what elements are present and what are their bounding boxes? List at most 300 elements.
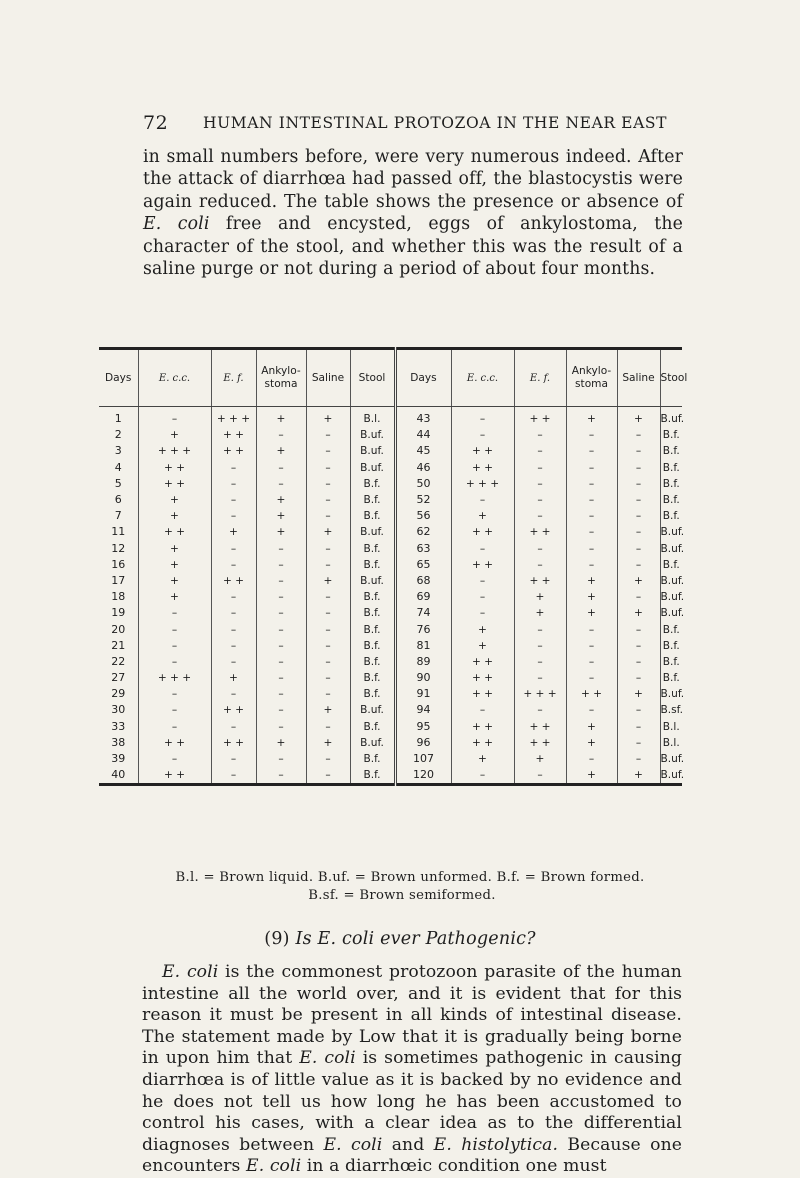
- body-italic: E. coli: [246, 1156, 302, 1177]
- table-row: [99, 719, 682, 735]
- cell-ecc: –: [451, 573, 514, 589]
- cell-ankylostoma: –: [256, 605, 306, 621]
- cell-saline: –: [306, 589, 350, 605]
- cell-stool: B.uf.: [660, 688, 685, 701]
- body-paragraph: [142, 962, 682, 1178]
- cell-ecc: –: [451, 702, 514, 718]
- cell-days: 5: [99, 476, 138, 492]
- cell-ecc: –: [138, 686, 211, 702]
- cell-stool: B.uf.: [350, 702, 395, 718]
- cell-ecc: –: [451, 767, 514, 785]
- cell-ankylostoma: +: [256, 524, 306, 540]
- cell-days: 56: [395, 508, 451, 524]
- cell-days: 94: [395, 702, 451, 718]
- cell-saline: –: [306, 508, 350, 524]
- cell-stool: B.f.: [662, 477, 680, 490]
- cell-stool: B.uf.: [350, 460, 395, 476]
- cell-stool: B.f.: [350, 605, 395, 621]
- col-header-ankylostoma: [566, 349, 617, 407]
- col-header-stool: Stool: [660, 349, 682, 407]
- table-row: [99, 686, 682, 702]
- cell-ef: +: [211, 524, 256, 540]
- cell-ankylostoma: –: [256, 686, 306, 702]
- cell-days: 4: [99, 460, 138, 476]
- cell-ef: –: [211, 638, 256, 654]
- cell-ankylostoma: +: [256, 492, 306, 508]
- cell-saline: –: [617, 719, 660, 735]
- cell-saline: –: [306, 638, 350, 654]
- cell-stool: B.f.: [662, 639, 680, 652]
- cell-ef: –: [211, 751, 256, 767]
- table-row: [99, 638, 682, 654]
- cell-saline: –: [617, 508, 660, 524]
- cell-ef: –: [514, 427, 566, 443]
- cell-ankylostoma: –: [256, 702, 306, 718]
- intro-text-end: free and encysted, eggs of ankylostoma, the character of the stool, and whether this was the result of a saline purge or not during a period of about four months.: [143, 214, 684, 280]
- cell-ankylostoma: –: [256, 638, 306, 654]
- cell-ef: –: [211, 460, 256, 476]
- cell-saline: –: [306, 719, 350, 735]
- cell-stool: B.f.: [662, 429, 680, 442]
- cell-ankylostoma: + +: [566, 686, 617, 702]
- cell-stool: B.l.: [662, 720, 680, 733]
- cell-saline: +: [617, 767, 660, 785]
- cell-stool: B.uf.: [350, 427, 395, 443]
- table-row: [99, 476, 682, 492]
- cell-ankylostoma: –: [566, 476, 617, 492]
- cell-days: 69: [395, 589, 451, 605]
- cell-saline: –: [617, 524, 660, 540]
- cell-stool: B.f.: [350, 719, 395, 735]
- cell-saline: –: [306, 751, 350, 767]
- data-table-wrapper: [99, 347, 688, 786]
- cell-ef: –: [514, 621, 566, 637]
- cell-stool: B.uf.: [660, 591, 685, 604]
- cell-saline: –: [617, 702, 660, 718]
- cell-ankylostoma: –: [256, 557, 306, 573]
- table-row: [99, 735, 682, 751]
- section-title: Is E. coli ever Pathogenic?: [295, 929, 536, 949]
- cell-ef: +: [514, 605, 566, 621]
- cell-ef: –: [514, 767, 566, 785]
- cell-ef: + + +: [211, 407, 256, 428]
- cell-ecc: + +: [138, 524, 211, 540]
- cell-stool: B.f.: [662, 655, 680, 668]
- cell-saline: –: [306, 654, 350, 670]
- cell-ef: –: [211, 476, 256, 492]
- cell-ankylostoma: –: [566, 524, 617, 540]
- body-text: is sometimes pathogenic in causing diarrhœa is of little value as it is backed by no evidence and he does not tell us how long he has been accustomed to control his cases, with a clear idea as to the differential diagnoses between: [142, 1048, 682, 1155]
- cell-ankylostoma: –: [566, 557, 617, 573]
- cell-saline: +: [306, 524, 350, 540]
- cell-saline: –: [306, 460, 350, 476]
- cell-ef: –: [211, 492, 256, 508]
- cell-ankylostoma: –: [566, 460, 617, 476]
- cell-days: 18: [99, 589, 138, 605]
- table-row: [99, 524, 682, 540]
- table-row: [99, 621, 682, 637]
- cell-saline: +: [306, 702, 350, 718]
- cell-ef: –: [514, 508, 566, 524]
- cell-saline: –: [306, 443, 350, 459]
- cell-saline: +: [306, 735, 350, 751]
- cell-ankylostoma: –: [566, 751, 617, 767]
- table-row: [99, 541, 682, 557]
- cell-stool: B.sf.: [660, 704, 683, 717]
- cell-days: 1: [99, 407, 138, 428]
- body-text: in a diarrhœic condition one must: [301, 1156, 607, 1177]
- table-row: [99, 654, 682, 670]
- cell-days: 21: [99, 638, 138, 654]
- cell-days: 12: [99, 541, 138, 557]
- legend-line-1: B.l. = Brown liquid. B.uf. = Brown unformed. B.f. = Brown formed.: [175, 870, 645, 885]
- cell-ankylostoma: –: [566, 654, 617, 670]
- cell-days: 17: [99, 573, 138, 589]
- cell-ef: –: [211, 557, 256, 573]
- cell-ankylostoma: –: [256, 670, 306, 686]
- cell-ef: + +: [514, 524, 566, 540]
- cell-ankylostoma: +: [566, 407, 617, 428]
- cell-saline: –: [617, 735, 660, 751]
- cell-stool: B.uf.: [350, 735, 395, 751]
- table-row: [99, 460, 682, 476]
- cell-ankylostoma: –: [566, 443, 617, 459]
- cell-stool: B.f.: [350, 638, 395, 654]
- cell-ankylostoma: +: [566, 767, 617, 785]
- cell-ecc: +: [138, 557, 211, 573]
- cell-ecc: –: [451, 589, 514, 605]
- body-text: and: [382, 1134, 434, 1155]
- cell-ecc: +: [138, 492, 211, 508]
- cell-days: 90: [395, 670, 451, 686]
- cell-ecc: –: [138, 621, 211, 637]
- table-row: [99, 702, 682, 718]
- cell-saline: –: [306, 476, 350, 492]
- cell-saline: –: [306, 621, 350, 637]
- intro-text: in small numbers before, were very numerous indeed. After the attack of diarrhœa had passed off, the blastocystis were again reduced. The table shows the presence or absence of: [143, 147, 683, 212]
- cell-ecc: + + +: [138, 443, 211, 459]
- cell-saline: –: [617, 427, 660, 443]
- cell-days: 16: [99, 557, 138, 573]
- table-row: [99, 751, 682, 767]
- cell-ecc: –: [138, 638, 211, 654]
- cell-days: 7: [99, 508, 138, 524]
- cell-stool: B.uf.: [660, 607, 685, 620]
- cell-ef: –: [514, 541, 566, 557]
- col-header-days: Days: [395, 349, 451, 407]
- table-row: [99, 407, 682, 428]
- cell-ankylostoma: –: [566, 702, 617, 718]
- cell-ecc: –: [138, 407, 211, 428]
- cell-ecc: + +: [138, 767, 211, 785]
- cell-ankylostoma: –: [256, 427, 306, 443]
- cell-stool: B.f.: [662, 494, 680, 507]
- running-title: HUMAN INTESTINAL PROTOZOA IN THE NEAR EAST: [203, 114, 668, 132]
- cell-ankylostoma: +: [256, 508, 306, 524]
- cell-days: 107: [395, 751, 451, 767]
- cell-ef: +: [211, 670, 256, 686]
- cell-saline: –: [617, 638, 660, 654]
- cell-ef: + +: [211, 573, 256, 589]
- cell-saline: –: [306, 427, 350, 443]
- body-italic: E. coli: [299, 1048, 356, 1069]
- table-row: [99, 492, 682, 508]
- cell-stool: B.f.: [662, 445, 680, 458]
- cell-ef: + + +: [514, 686, 566, 702]
- cell-ankylostoma: –: [256, 767, 306, 785]
- cell-ef: + +: [211, 427, 256, 443]
- cell-ankylostoma: +: [256, 735, 306, 751]
- cell-ecc: –: [138, 605, 211, 621]
- cell-saline: –: [617, 621, 660, 637]
- table-row: [99, 508, 682, 524]
- cell-days: 27: [99, 670, 138, 686]
- cell-ef: + +: [514, 573, 566, 589]
- cell-ankylostoma: –: [256, 541, 306, 557]
- cell-stool: B.uf.: [350, 524, 395, 540]
- col-header-ecc: E. c.c.: [138, 349, 211, 407]
- cell-ankylostoma: –: [256, 719, 306, 735]
- cell-days: 19: [99, 605, 138, 621]
- cell-ankylostoma: –: [256, 621, 306, 637]
- cell-saline: +: [617, 686, 660, 702]
- cell-stool: B.f.: [662, 510, 680, 523]
- cell-stool: B.f.: [662, 672, 680, 685]
- cell-saline: –: [617, 443, 660, 459]
- cell-stool: B.l.: [662, 736, 680, 749]
- cell-saline: +: [617, 573, 660, 589]
- cell-stool: B.f.: [350, 541, 395, 557]
- ankylo-line2: stoma: [575, 378, 608, 390]
- cell-ecc: + +: [451, 686, 514, 702]
- cell-ecc: –: [451, 407, 514, 428]
- cell-ankylostoma: –: [566, 508, 617, 524]
- cell-days: 20: [99, 621, 138, 637]
- cell-saline: –: [306, 670, 350, 686]
- cell-days: 46: [395, 460, 451, 476]
- cell-stool: B.f.: [350, 686, 395, 702]
- section-number: (9): [264, 929, 296, 949]
- cell-saline: –: [617, 541, 660, 557]
- cell-ankylostoma: +: [566, 605, 617, 621]
- col-header-ef: E. f.: [211, 349, 256, 407]
- cell-stool: B.f.: [350, 751, 395, 767]
- cell-ef: –: [211, 589, 256, 605]
- cell-ef: –: [211, 621, 256, 637]
- cell-days: 3: [99, 443, 138, 459]
- cell-saline: –: [306, 557, 350, 573]
- cell-ankylostoma: +: [256, 443, 306, 459]
- table-row: [99, 427, 682, 443]
- cell-stool: B.f.: [350, 492, 395, 508]
- col-header-days: Days: [99, 349, 138, 407]
- cell-ecc: + +: [451, 460, 514, 476]
- cell-ecc: + + +: [451, 476, 514, 492]
- cell-days: 96: [395, 735, 451, 751]
- cell-days: 2: [99, 427, 138, 443]
- cell-saline: –: [617, 751, 660, 767]
- cell-ecc: +: [138, 541, 211, 557]
- cell-ecc: + +: [138, 476, 211, 492]
- cell-ef: –: [211, 719, 256, 735]
- table-body: [99, 407, 685, 785]
- cell-ef: –: [211, 686, 256, 702]
- cell-days: 45: [395, 443, 451, 459]
- cell-ecc: +: [138, 427, 211, 443]
- cell-ecc: –: [451, 541, 514, 557]
- body-text: is the commonest protozoon parasite of the human intestine all the world over, and it is evident that for this reason it must be present in all kinds of intestinal disease. The statement made by Low that it is gradually being borne in upon him that: [142, 962, 682, 1069]
- cell-ef: –: [211, 605, 256, 621]
- cell-days: 11: [99, 524, 138, 540]
- cell-saline: –: [306, 605, 350, 621]
- cell-stool: B.f.: [350, 557, 395, 573]
- cell-stool: B.uf.: [660, 574, 685, 587]
- cell-days: 76: [395, 621, 451, 637]
- cell-ankylostoma: –: [256, 573, 306, 589]
- cell-saline: –: [617, 654, 660, 670]
- cell-stool: B.f.: [350, 654, 395, 670]
- cell-ankylostoma: –: [566, 492, 617, 508]
- intro-italic: E. coli: [143, 214, 210, 235]
- cell-days: 95: [395, 719, 451, 735]
- cell-saline: +: [617, 407, 660, 428]
- cell-ecc: +: [138, 589, 211, 605]
- cell-days: 39: [99, 751, 138, 767]
- cell-ecc: –: [138, 654, 211, 670]
- table-row: [99, 670, 682, 686]
- cell-days: 29: [99, 686, 138, 702]
- cell-ankylostoma: +: [566, 589, 617, 605]
- cell-ankylostoma: +: [566, 719, 617, 735]
- cell-days: 38: [99, 735, 138, 751]
- cell-saline: –: [617, 476, 660, 492]
- cell-ef: –: [211, 654, 256, 670]
- cell-days: 62: [395, 524, 451, 540]
- cell-saline: +: [617, 605, 660, 621]
- cell-ecc: –: [138, 751, 211, 767]
- cell-days: 40: [99, 767, 138, 785]
- cell-ankylostoma: +: [566, 735, 617, 751]
- cell-days: 65: [395, 557, 451, 573]
- cell-ecc: + +: [451, 557, 514, 573]
- body-italic: E. coli: [323, 1134, 383, 1155]
- body-italic: E. coli: [162, 962, 219, 982]
- table-row: [99, 443, 682, 459]
- ankylo-line2: stoma: [264, 378, 298, 390]
- cell-ankylostoma: –: [566, 638, 617, 654]
- cell-ecc: –: [138, 702, 211, 718]
- cell-saline: –: [617, 670, 660, 686]
- cell-stool: B.l.: [350, 407, 395, 428]
- cell-ecc: + +: [451, 443, 514, 459]
- cell-saline: +: [306, 573, 350, 589]
- cell-saline: –: [306, 767, 350, 785]
- cell-stool: B.uf.: [660, 413, 685, 426]
- cell-ecc: + + +: [138, 670, 211, 686]
- cell-ankylostoma: +: [566, 573, 617, 589]
- cell-ankylostoma: +: [256, 407, 306, 428]
- intro-paragraph: [143, 146, 683, 280]
- cell-stool: B.f.: [350, 589, 395, 605]
- cell-ecc: + +: [138, 460, 211, 476]
- cell-ecc: + +: [451, 735, 514, 751]
- cell-days: 6: [99, 492, 138, 508]
- col-header-ef: E. f.: [514, 349, 566, 407]
- cell-ef: + +: [514, 735, 566, 751]
- col-header-ecc: E. c.c.: [451, 349, 514, 407]
- cell-saline: –: [306, 541, 350, 557]
- table-row: [99, 767, 682, 785]
- cell-ef: –: [514, 476, 566, 492]
- legend-line-2: B.sf. = Brown semiformed.: [308, 888, 496, 903]
- cell-stool: B.f.: [350, 767, 395, 785]
- col-header-stool: Stool: [350, 349, 395, 407]
- cell-ankylostoma: –: [566, 427, 617, 443]
- cell-stool: B.uf.: [660, 769, 685, 782]
- cell-ef: –: [514, 638, 566, 654]
- cell-ef: –: [514, 492, 566, 508]
- cell-saline: –: [617, 589, 660, 605]
- cell-ankylostoma: –: [256, 460, 306, 476]
- cell-days: 52: [395, 492, 451, 508]
- cell-ecc: +: [451, 638, 514, 654]
- cell-days: 44: [395, 427, 451, 443]
- cell-ecc: +: [138, 508, 211, 524]
- table-header-row: [99, 349, 682, 407]
- cell-saline: –: [306, 686, 350, 702]
- cell-stool: B.f.: [662, 558, 680, 571]
- cell-days: 68: [395, 573, 451, 589]
- cell-ankylostoma: –: [256, 751, 306, 767]
- cell-ef: +: [514, 751, 566, 767]
- cell-stool: B.uf.: [350, 573, 395, 589]
- cell-days: 33: [99, 719, 138, 735]
- page-header: [0, 112, 800, 136]
- cell-ef: –: [211, 767, 256, 785]
- cell-stool: B.f.: [350, 508, 395, 524]
- cell-stool: B.uf.: [660, 753, 685, 766]
- col-header-saline: Saline: [306, 349, 350, 407]
- table-row: [99, 557, 682, 573]
- cell-days: 91: [395, 686, 451, 702]
- cell-ef: +: [514, 589, 566, 605]
- table-row: [99, 589, 682, 605]
- cell-ecc: –: [138, 719, 211, 735]
- cell-stool: B.f.: [350, 670, 395, 686]
- cell-ef: –: [514, 443, 566, 459]
- cell-ecc: + +: [451, 719, 514, 735]
- cell-ef: –: [514, 557, 566, 573]
- cell-stool: B.uf.: [660, 542, 685, 555]
- cell-ecc: +: [451, 751, 514, 767]
- cell-stool: B.f.: [350, 476, 395, 492]
- cell-ankylostoma: –: [256, 654, 306, 670]
- cell-ef: –: [514, 654, 566, 670]
- cell-saline: –: [306, 492, 350, 508]
- cell-ef: –: [514, 460, 566, 476]
- ankylo-line1: Ankylo-: [261, 365, 301, 377]
- cell-ef: + +: [211, 735, 256, 751]
- cell-ecc: + +: [451, 670, 514, 686]
- cell-ankylostoma: –: [566, 670, 617, 686]
- cell-stool: B.f.: [662, 623, 680, 636]
- cell-days: 22: [99, 654, 138, 670]
- cell-ef: + +: [514, 719, 566, 735]
- cell-saline: +: [306, 407, 350, 428]
- cell-days: 120: [395, 767, 451, 785]
- col-header-saline: Saline: [617, 349, 660, 407]
- body-italic: E. histolytica.: [433, 1134, 559, 1155]
